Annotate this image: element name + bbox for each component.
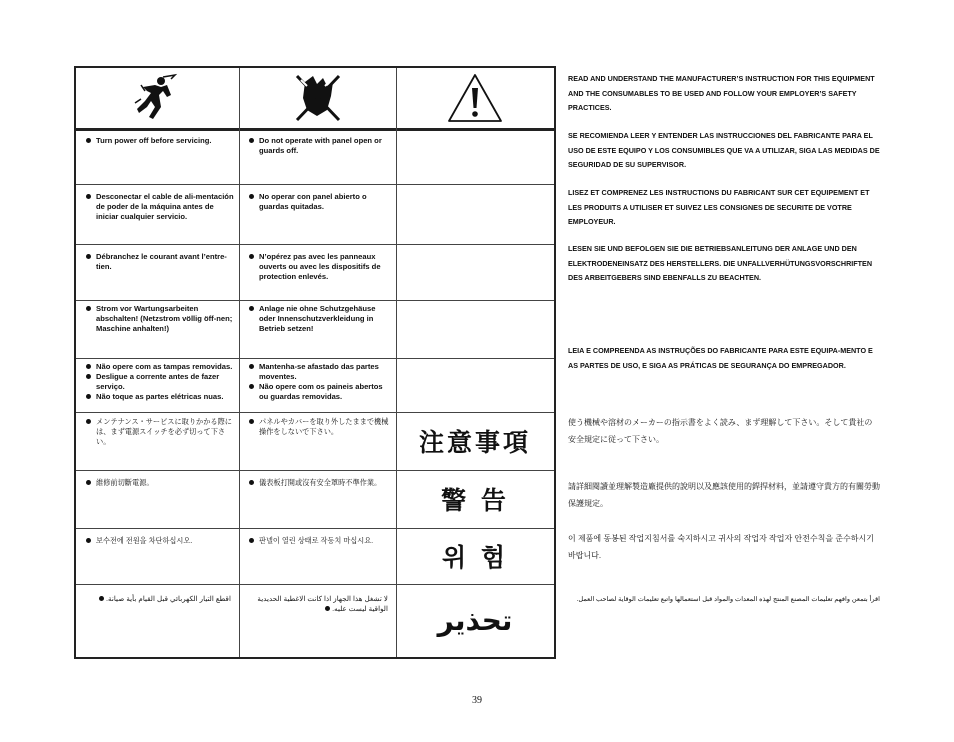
instruction-text: パネルやカバーを取り外したままで機械操作をしないで下さい。 [259, 417, 389, 436]
instruction-text: 판넬이 열린 상태로 작동치 마십시요. [259, 536, 374, 545]
table-row [76, 244, 554, 301]
page-number: 39 [472, 695, 482, 706]
warning-heading-chinese: 警 告 [441, 486, 509, 515]
moving-parts-hand-icon [239, 68, 396, 128]
instruction-text: لا تشغل هذا الجهاز اذا كانت الاغطية الحديدية الواقية ليست عليه. [257, 594, 388, 613]
instruction-text: Strom vor Wartungsarbeiten abschalten! (Netzstrom völlig öff-nen; Maschine anhalten!) [96, 304, 233, 333]
instruction-text: Anlage nie ohne Schutzgehäuse oder Innenschutzverkleidung in Betrieb setzen! [259, 304, 376, 333]
table-row [76, 528, 554, 585]
caution-heading-japanese: 注意事項 [418, 428, 531, 457]
instruction-text: اقطع التيار الكهربائي قبل القيام بأية صيانة. [106, 594, 231, 603]
instructions-korean: 이 제품에 동봉된 작업지침서를 숙지하시고 귀사의 작업자 작업자 안전수칙을 준수하시기 바랍니다. [568, 534, 874, 560]
instruction-text: N’opérez pas avec les panneaux ouverts ou avec les dispositifs de protection enlevés. [259, 252, 381, 281]
table-row [76, 184, 554, 245]
instruction-text: Turn power off before servicing. [96, 136, 212, 145]
instruction-text: Débranchez le courant avant l’entre-tien. [96, 252, 227, 271]
table-row [76, 128, 554, 185]
instructions-chinese: 請詳細閱讀並理解製造廠提供的說明以及應該使用的銲捍材料，並請遵守貴方的有關勞動保護規定。 [568, 482, 880, 508]
instructions-japanese: 使う機械や溶材のメーカーの指示書をよく読み、まず理解して下さい。そして貴社の安全規定に従って下さい。 [568, 418, 873, 444]
table-row [76, 470, 554, 529]
electric-shock-icon [76, 68, 239, 128]
instruction-text: Desligue a corrente antes de fazer serviço. [96, 372, 220, 391]
instruction-text: Do not operate with panel open or guards off. [259, 136, 382, 155]
table-row [76, 300, 554, 359]
table-row [76, 584, 554, 657]
instruction-text: 維修前切斷電源。 [96, 478, 154, 487]
warning-heading-arabic: تحذير [437, 604, 513, 637]
instruction-text: 儀表板打開或沒有安全罩時不準作業。 [259, 478, 382, 487]
instructions-portuguese: LEIA E COMPREENDA AS INSTRUÇÕES DO FABRICANTE PARA ESTE EQUIPA-MENTO E AS PARTES DE USO, E SIGA AS PRÁTICAS DE SEGURANÇA DO EMPREGADOR. [568, 346, 873, 370]
instruction-text: メンテナンス・サービスに取りかかる際には、まず電源スイッチを必ず切って下さい。 [96, 417, 232, 446]
instruction-text: No operar con panel abierto o guardas quitadas. [259, 192, 367, 211]
instructions-german: LESEN SIE UND BEFOLGEN SIE DIE BETRIEBSANLEITUNG DER ANLAGE UND DEN ELEKTRODENEINSATZ DES HERSTELLERS. DIE UNFALLVERHÜTUNGSVORSCHRIFTEN DES ARBEITGEBERS SIND EBENFALLS ZU BEACHTEN. [568, 244, 873, 282]
instruction-text: Não opere com as tampas removidas. [96, 362, 233, 371]
instruction-text: Mantenha-se afastado das partes moventes. [259, 362, 379, 381]
instructions-arabic: اقرأ بتمعن وافهم تعليمات المصنع المنتج لهذه المعدات والمواد قبل استعمالها واتبع تعليمات الوقاية لصاحب العمل. [576, 596, 880, 603]
instructions-french: LISEZ ET COMPRENEZ LES INSTRUCTIONS DU FABRICANT SUR CET EQUIPEMENT ET LES PRODUITS A UTILISER ET SUIVEZ LES CONSIGNES DE SECURITE DE VOTRE EMPLOYEUR. [568, 188, 870, 226]
instruction-text: Não toque as partes elétricas nuas. [96, 392, 224, 401]
warning-triangle-icon [396, 68, 554, 128]
danger-heading-korean: 위 험 [441, 543, 508, 572]
safety-warning-table [74, 66, 556, 659]
instructions-spanish: SE RECOMIENDA LEER Y ENTENDER LAS INSTRUCCIONES DEL FABRICANTE PARA EL USO DE ESTE EQUIPO Y LOS CONSUMIBLES QUE VA A UTILIZAR, SIGA LAS MEDIDAS DE SEGURIDAD DE SU SUPERVISOR. [568, 131, 880, 169]
instruction-text: Não opere com os paineis abertos ou guardas removidas. [259, 382, 383, 401]
icon-row [76, 68, 554, 131]
instructions-english: READ AND UNDERSTAND THE MANUFACTURER’S INSTRUCTION FOR THIS EQUIPMENT AND THE CONSUMABLES TO BE USED AND FOLLOW YOUR EMPLOYER’S SAFETY PRACTICES. [568, 74, 875, 112]
instruction-text: Desconectar el cable de ali-mentación de poder de la máquina antes de iniciar cualquier servicio. [96, 192, 234, 221]
instruction-text: 보수전에 전원을 차단하십시오. [96, 536, 193, 545]
table-row [76, 358, 554, 413]
table-row [76, 412, 554, 471]
